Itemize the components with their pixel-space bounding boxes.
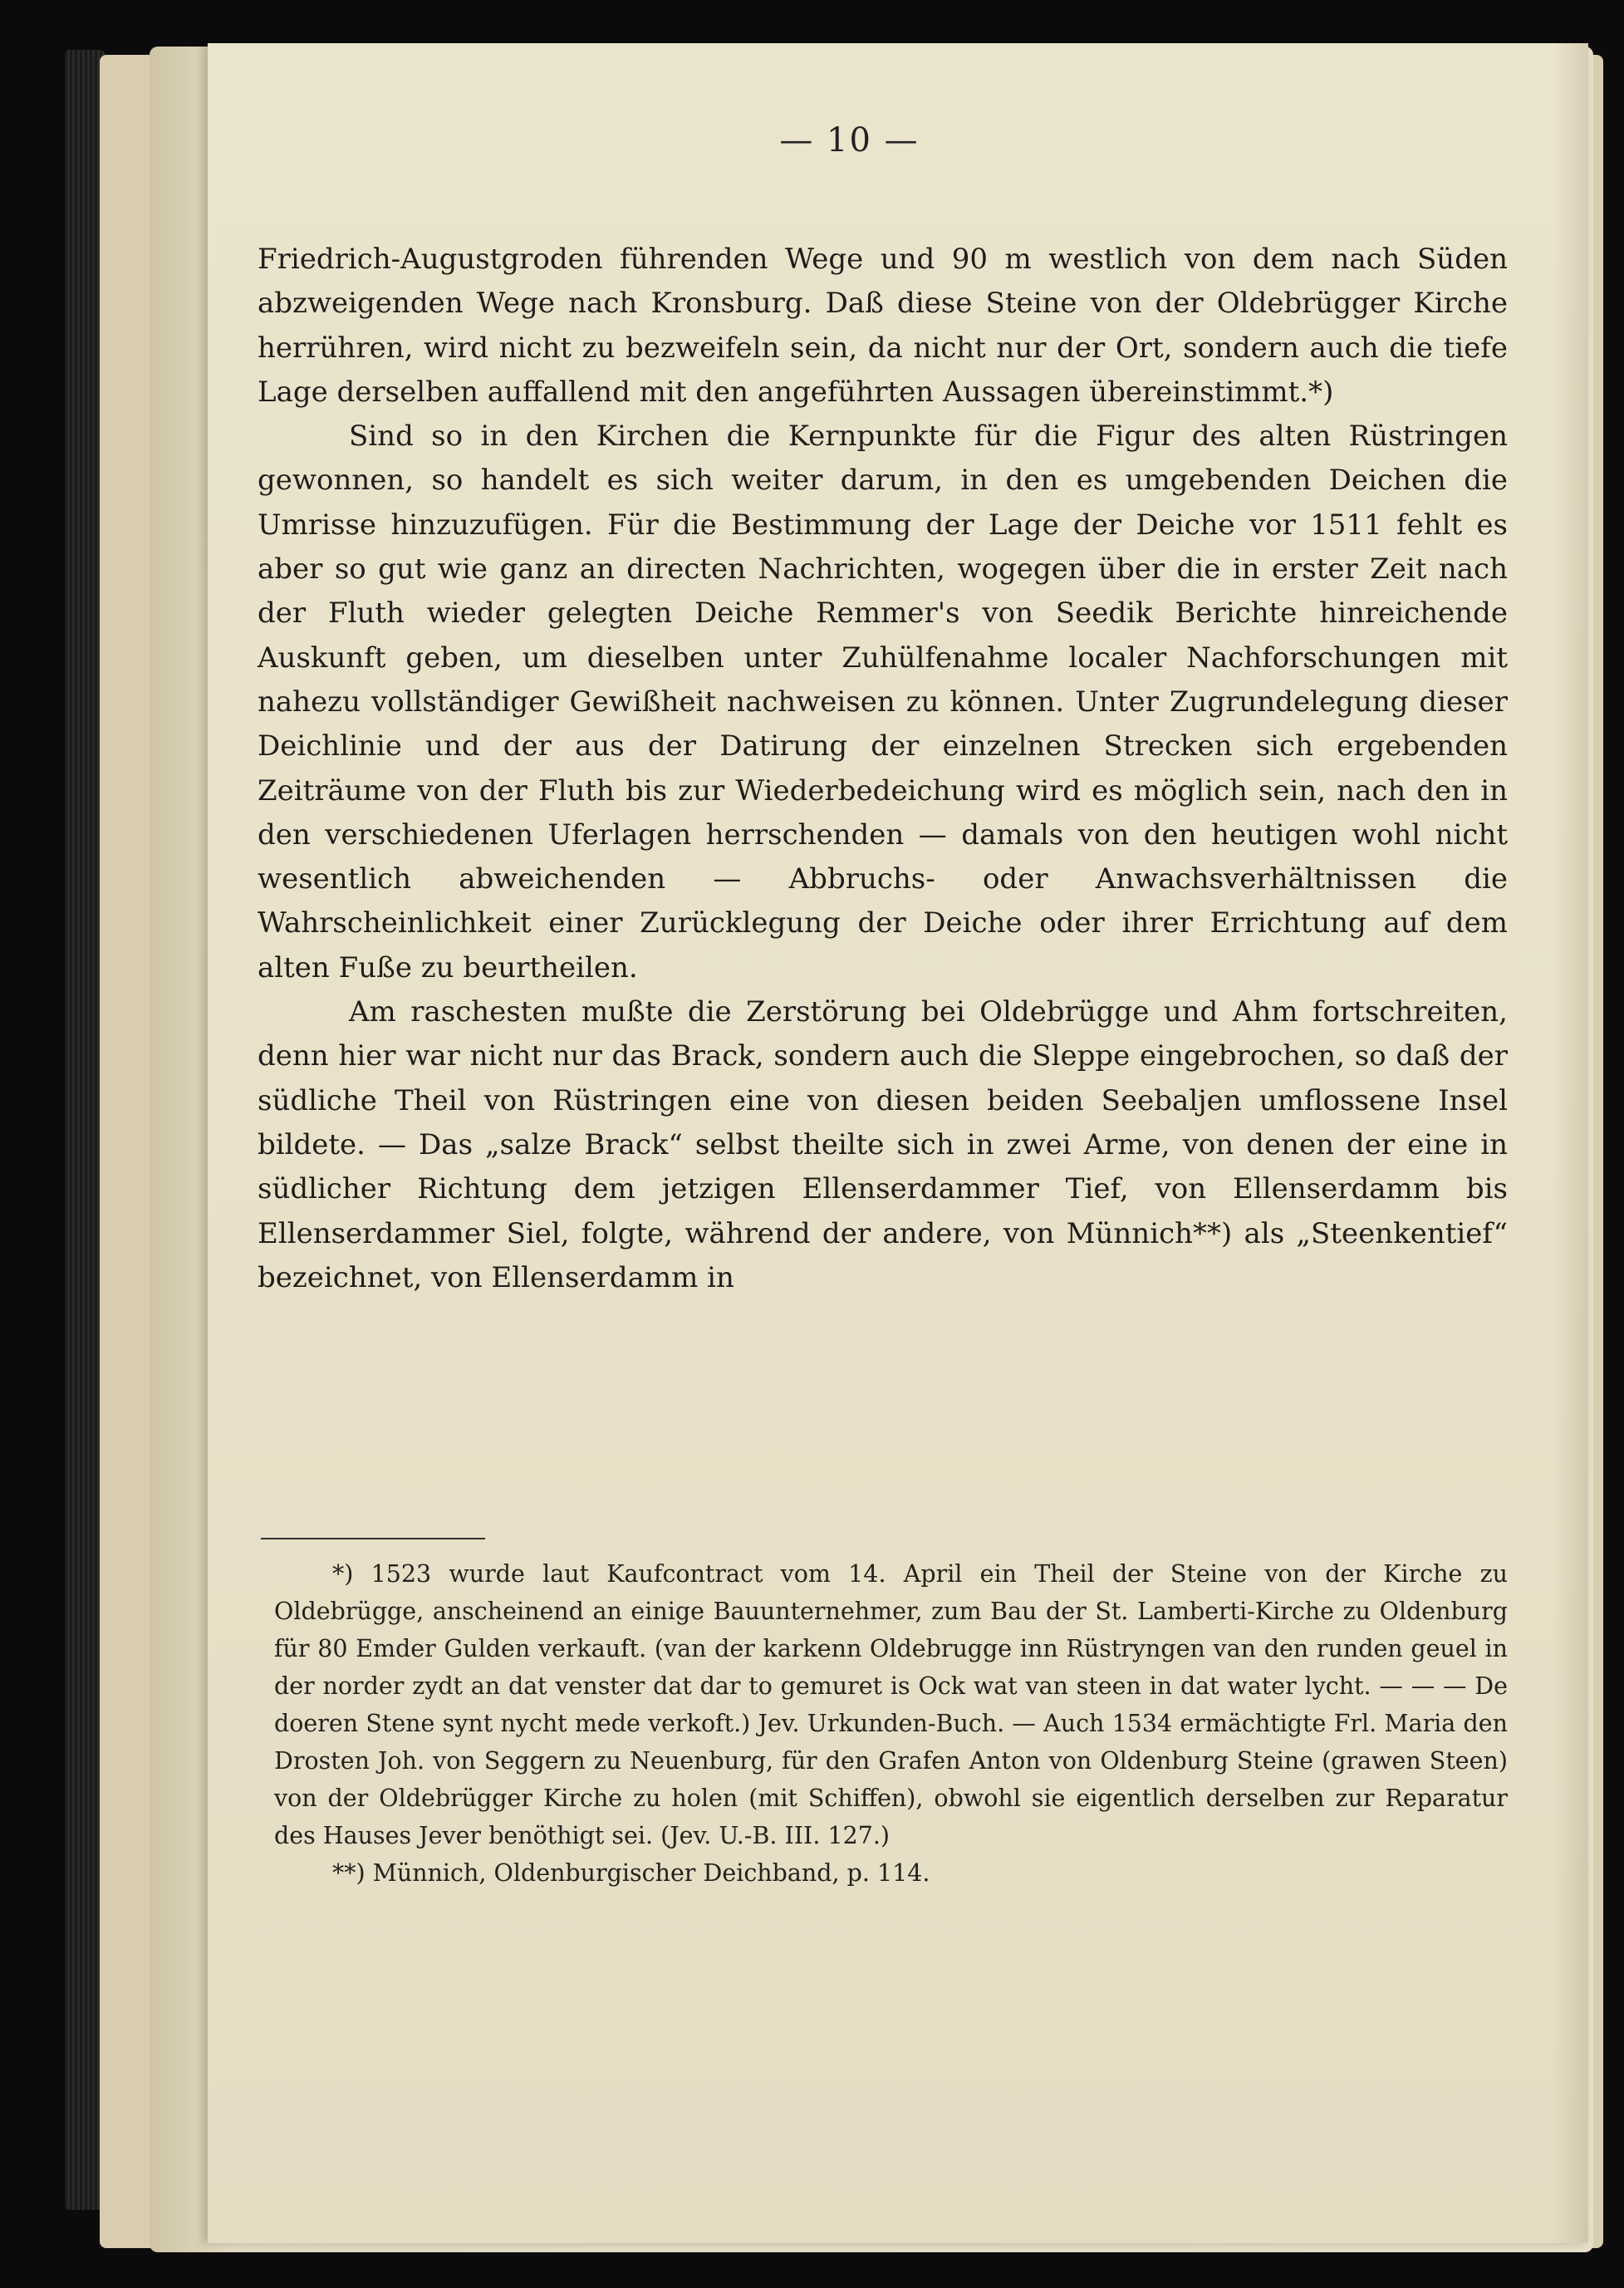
page-number: — 10 — — [779, 121, 920, 160]
paragraph: Am raschesten mußte die Zerstörung bei Oldebrügge und Ahm fortschreiten, denn hier war nicht nur das Brack, sondern auch die Sleppe eingebrochen, so daß der südliche Theil von Rüstringen eine von diesen beiden Seebaljen umflossene Insel bildete. — Das „salze Brack“ selbst theilte sich in zwei Arme, von denen der eine in südlicher Richtung dem jetzigen Ellenserdammer Tief, von Ellenserdamm bis Ellenserdammer Siel, folgte, während der andere, von Münnich**) als „Steenkentief“ bezeichnet, von Ellenserdamm in — [258, 995, 1508, 1294]
page-edge-shadow — [1553, 43, 1588, 2243]
footnotes — [274, 1555, 1508, 1892]
main-text — [258, 238, 1508, 1300]
footnote: **) Münnich, Oldenburgischer Deichband, p. 114. — [332, 1859, 930, 1887]
paragraph: Sind so in den Kirchen die Kernpunkte für die Figur des alten Rüstringen gewonnen, so handelt es sich weiter darum, in den es umgebenden Deichen die Umrisse hinzuzufügen. Für die Bestimmung der Lage der Deiche vor 1511 fehlt es aber so gut wie ganz an directen Nachrichten, wogegen über die in erster Zeit nach der Fluth wieder gelegten Deiche Remmer's von Seedik Berichte hinreichende Auskunft geben, um dieselben unter Zuhülfenahme localer Nachforschungen mit nahezu vollständiger Gewißheit nachweisen zu können. Unter Zugrundelegung dieser Deichlinie und der aus der Datirung der einzelnen Strecken sich ergebenden Zeiträume von der Fluth bis zur Wiederbedeichung wird es möglich sein, nach den in den verschiedenen Uferlagen herrschenden — damals von den heutigen wohl nicht wesentlich abweichenden — Abbruchs- oder Anwachsverhältnissen die Wahrscheinlichkeit einer Zurücklegung der Deiche oder ihrer Errichtung auf dem alten Fuße zu beurtheilen. — [258, 420, 1508, 984]
paragraph: Friedrich-Augustgroden führenden Wege und 90 m westlich von dem nach Süden abzweigenden Wege nach Kronsburg. Daß diese Steine von der Oldebrügger Kirche herrühren, wird nicht zu bezweifeln sein, da nicht nur der Ort, sondern auch die tiefe Lage derselben auffallend mit den angeführten Aussagen übereinstimmt.*) — [258, 243, 1508, 409]
footnote-separator — [261, 1538, 485, 1539]
book-spine — [65, 50, 105, 2210]
footnote: *) 1523 wurde laut Kaufcontract vom 14. April ein Theil der Steine von der Kirche zu Oldebrügge, anscheinend an einige Bauunternehmer, zum Bau der St. Lamberti-Kirche zu Oldenburg für 80 Emder Gulden verkauft. (van der karkenn Oldebrugge inn Rüstryngen van den runden geuel in der norder zydt an dat venster dat dar to gemuret is Ock wat van steen in dat water lycht. — — — De doeren Stene synt nycht mede verkoft.) Jev. Urkunden-Buch. — Auch 1534 ermächtigte Frl. Maria den Drosten Joh. von Seggern zu Neuenburg, für den Grafen Anton von Oldenburg Steine (grawen Steen) von der Oldebrügger Kirche zu holen (mit Schiffen), obwohl sie eigentlich derselben zur Reparatur des Hauses Jever benöthigt sei. (Jev. U.-B. III. 127.) — [274, 1560, 1508, 1849]
